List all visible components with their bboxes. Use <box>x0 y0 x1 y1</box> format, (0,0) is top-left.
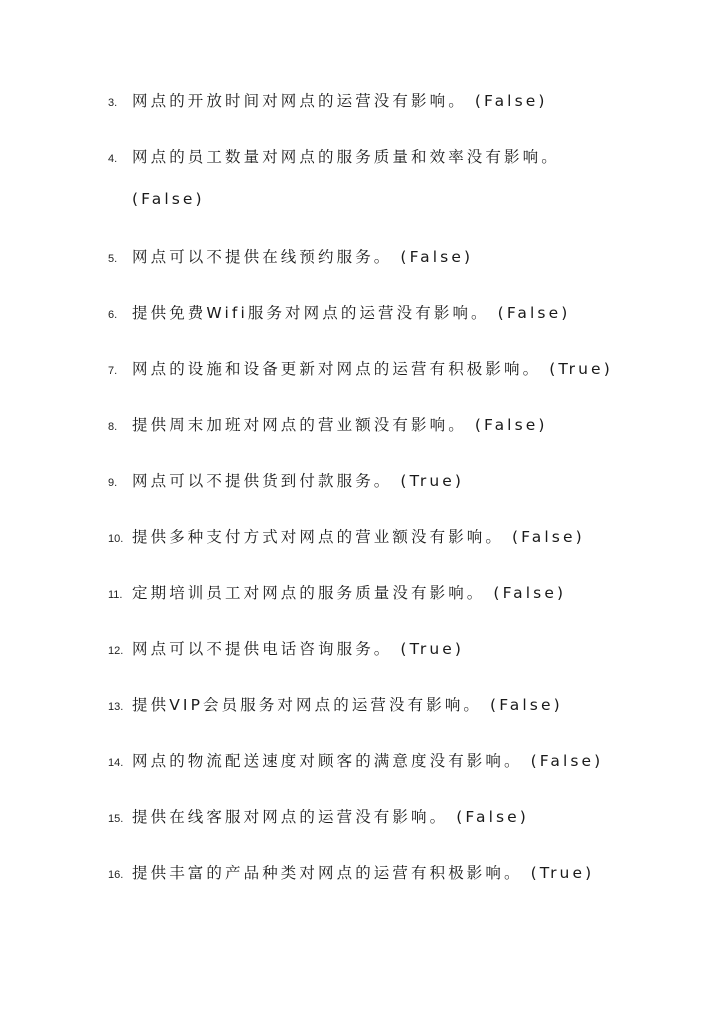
item-text: 定期培训员工对网点的服务质量没有影响。 (False) <box>132 584 567 602</box>
item-text: 提供周末加班对网点的营业额没有影响。 (False) <box>132 416 548 434</box>
item-text: 网点的设施和设备更新对网点的运营有积极影响。 (True) <box>132 360 613 378</box>
list-item <box>108 637 698 657</box>
item-text: 网点的开放时间对网点的运营没有影响。 (False) <box>132 92 548 110</box>
list-item <box>108 805 698 825</box>
list-item <box>108 145 698 210</box>
item-number: 3. <box>108 97 118 109</box>
list-item <box>108 861 698 881</box>
item-number: 10. <box>108 533 124 545</box>
item-number: 5. <box>108 253 118 265</box>
item-number: 9. <box>108 477 118 489</box>
item-text-continuation: (False) <box>132 190 205 208</box>
item-number: 12. <box>108 645 124 657</box>
item-number: 4. <box>108 153 118 165</box>
item-number: 15. <box>108 813 124 825</box>
list-item <box>108 245 698 265</box>
list-item <box>108 413 698 433</box>
item-number: 16. <box>108 869 124 881</box>
item-number: 6. <box>108 309 118 321</box>
item-number: 11. <box>108 589 123 601</box>
list-item <box>108 581 698 601</box>
list-item <box>108 525 698 545</box>
item-number: 14. <box>108 757 124 769</box>
list-item <box>108 301 698 321</box>
list-item <box>108 357 698 377</box>
item-text: 网点可以不提供在线预约服务。 (False) <box>132 248 474 266</box>
list-item <box>108 693 698 713</box>
item-text: 提供在线客服对网点的运营没有影响。 (False) <box>132 808 529 826</box>
item-number: 8. <box>108 421 118 433</box>
item-text: 网点的员工数量对网点的服务质量和效率没有影响。 <box>132 148 560 166</box>
item-text: 网点可以不提供电话咨询服务。 (True) <box>132 640 465 658</box>
item-number: 13. <box>108 701 124 713</box>
item-text: 网点的物流配送速度对顾客的满意度没有影响。 (False) <box>132 752 604 770</box>
list-item <box>108 469 698 489</box>
list-item <box>108 749 698 769</box>
item-text: 提供免费Wifi服务对网点的运营没有影响。 (False) <box>132 304 571 322</box>
item-number: 7. <box>108 365 118 377</box>
list-item <box>108 89 698 109</box>
item-text: 网点可以不提供货到付款服务。 (True) <box>132 472 465 490</box>
item-text: 提供VIP会员服务对网点的运营没有影响。 (False) <box>132 696 563 714</box>
item-text: 提供丰富的产品种类对网点的运营有积极影响。 (True) <box>132 864 595 882</box>
item-text: 提供多种支付方式对网点的营业额没有影响。 (False) <box>132 528 585 546</box>
